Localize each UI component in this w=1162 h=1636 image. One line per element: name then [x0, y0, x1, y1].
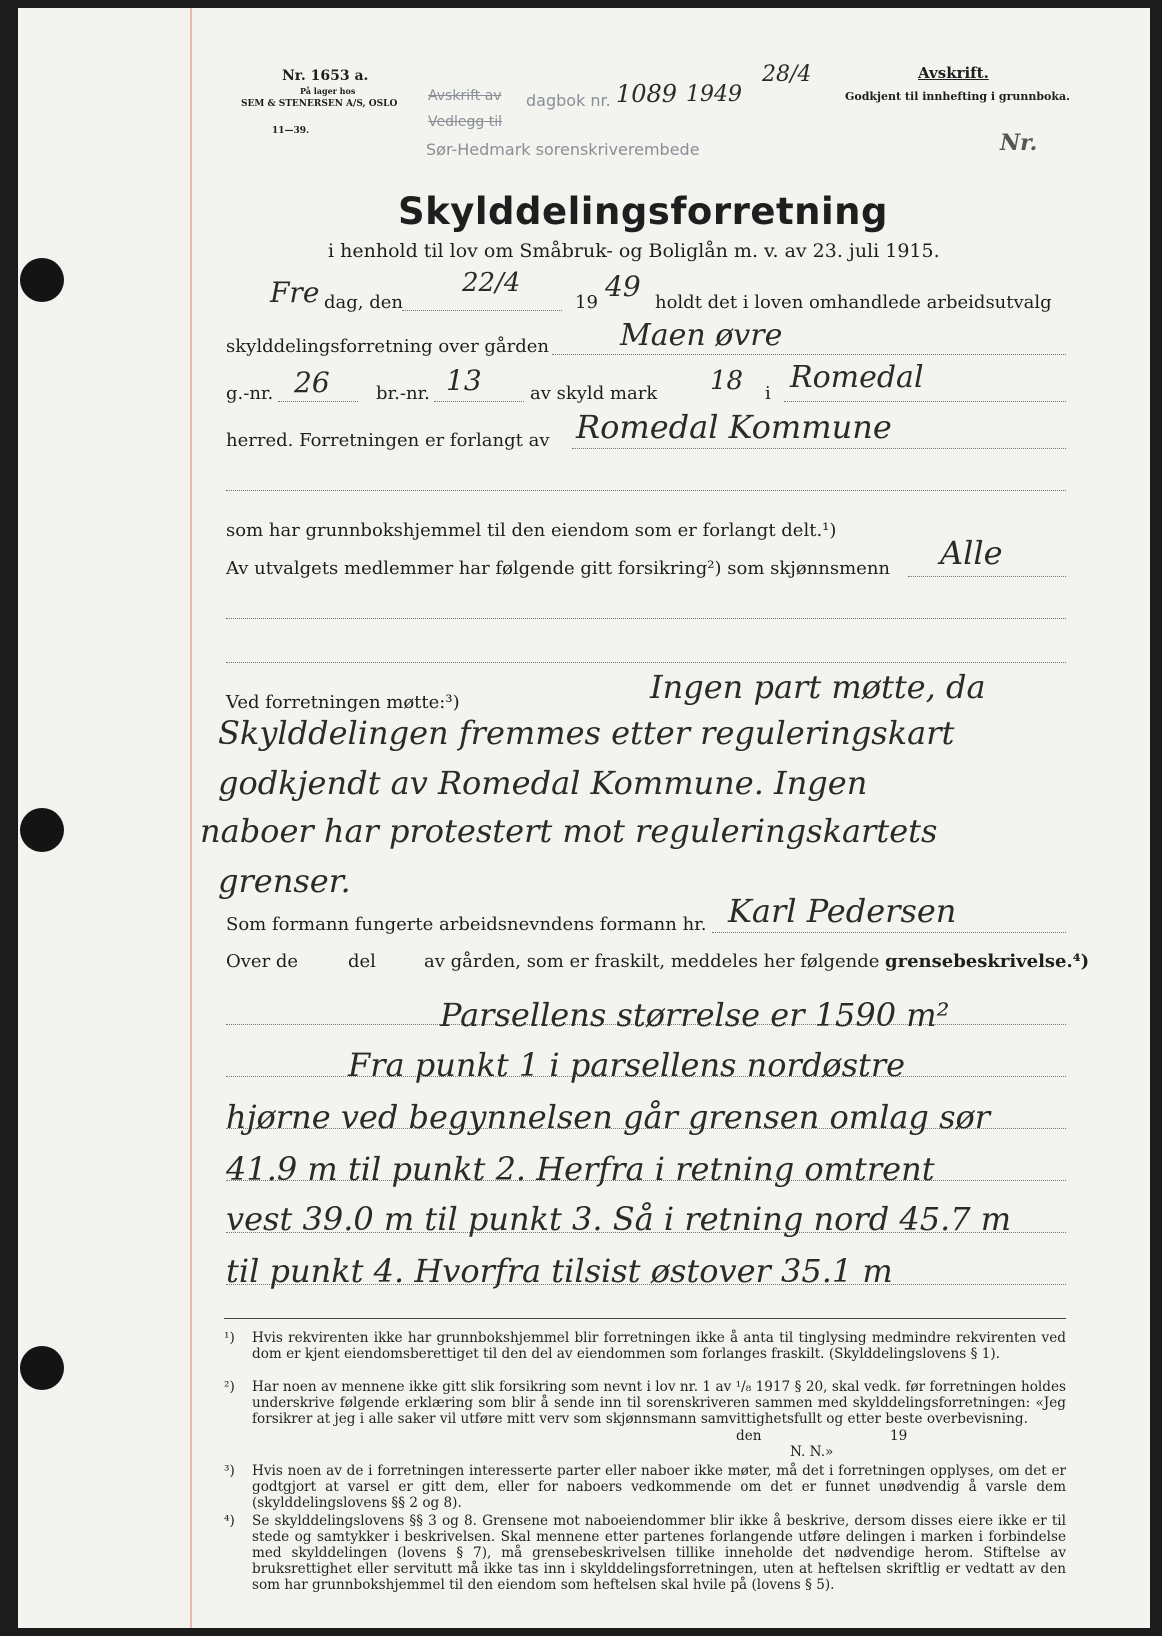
stamp-struck-line: Vedlegg til — [428, 114, 502, 130]
handwritten-dagbok-number: 1089 — [616, 80, 678, 108]
handwritten-boundary-line: 41.9 m til punkt 2. Herfra i retning omtrent — [226, 1150, 935, 1188]
field-label: Som formann fungerte arbeidsnevndens formann hr. — [226, 914, 707, 935]
footnote-19: 19 — [890, 1428, 908, 1444]
print-date: 11—39. — [272, 126, 310, 136]
footnote-text: Hvis noen av de i forretningen interesserte parter eller naboer ikke møter, må det i forretningen opplyses, om det er godtgjort at varsel er gitt dem, eller for naboers vedkommende om det er funnet unødvendig å varsle dem (skylddelingslovens §§ 2 og 8). — [252, 1463, 1066, 1511]
footnote — [224, 1330, 1066, 1364]
handwritten-gnr: 26 — [294, 366, 330, 399]
field-label: g.-nr. — [226, 383, 274, 404]
handwritten-paragraph-line: grenser. — [218, 862, 351, 900]
handwritten-members: Alle — [940, 534, 1003, 572]
handwritten-boundary-line: hjørne ved begynnelsen går grensen omlag sør — [226, 1098, 991, 1136]
handwritten-boundary-line: Fra punkt 1 i parsellens nordøstre — [348, 1046, 906, 1084]
handwritten-paragraph-line: Skylddelingen fremmes etter reguleringskart — [218, 714, 955, 752]
footnote-number: ¹) — [224, 1330, 235, 1346]
field-label: Ved forretningen møtte:³) — [226, 692, 460, 713]
avskrift-note: Godkjent til innhefting i grunnboka. — [845, 90, 1070, 103]
handwritten-boundary-line: til punkt 4. Hvorfra tilsist østover 35.1 m — [226, 1252, 893, 1290]
punch-hole — [20, 1346, 64, 1390]
footnote — [224, 1379, 1066, 1445]
punch-hole — [20, 258, 64, 302]
field-label-bold: grensebeskrivelse.⁴) — [885, 951, 1090, 972]
footnote — [224, 1513, 1066, 1611]
handwritten-skyld: 18 — [710, 366, 744, 396]
punch-hole — [20, 808, 64, 852]
stamp-office: Sør-Hedmark sorenskriverembede — [426, 140, 700, 159]
handwritten-herred: Romedal — [790, 360, 924, 395]
handwritten-year: 49 — [605, 270, 641, 303]
field-label: Av utvalgets medlemmer har følgende gitt forsikring²) som skjønnsmenn — [226, 558, 891, 579]
field-label: av skyld mark — [530, 383, 658, 404]
field-label: i — [765, 383, 771, 404]
footnote-text: Har noen av mennene ikke gitt slik forsikring som nevnt i lov nr. 1 av ¹/₈ 1917 § 20, skal vedk. før forretningen holdes underskrive følgende erklæring som blir å sende inn til sorenskriveren sammen med skylddelingsforretningen: «Jeg forsikrer at jeg i alle saker vil utføre mitt verv som skjønnsmann samvittighetsfullt og etter beste overbevisning. — [252, 1379, 1066, 1427]
footnote-nn: N. N.» — [790, 1444, 834, 1460]
stamp-struck-line: Avskrift av — [428, 88, 502, 104]
avskrift-title: Avskrift. — [918, 64, 989, 82]
field-label: holdt det i loven omhandlede arbeidsutvalg — [655, 292, 1052, 313]
footnote-text: Hvis rekvirenten ikke har grunnbokshjemmel blir forretningen ikke å anta til tinglysing medmindre rekvirenten ved dom er kjent eiendomsberettiget til den del av eiendommen som forlanges fraskilt. (Skylddelingslovens § 1). — [252, 1330, 1066, 1362]
handwritten-initials: Nr. — [1000, 130, 1038, 156]
document-title: Skylddelingsforretning — [398, 190, 888, 233]
document-subtitle: i henhold til lov om Småbruk- og Boliglån m. v. av 23. juli 1915. — [328, 240, 940, 262]
field-label: dag, den — [324, 292, 403, 313]
footnote-text: Se skylddelingslovens §§ 3 og 8. Grensene mot naboeiendommer blir ikke å beskrive, dersom disses eiere ikke er til stede og samtykker i beskrivelsen. Skal mennene etter partenes forlangende utføre delingen i marken i forbindelse med skylddelingen (lovens § 7), må grensebeskrivelsen tillike inneholde det nødvendige herom. Stiftelse av bruksrettighet eller servitutt må ikke tas inn i skylddelingsforretningen, uten at heftelsen skriftlig er vedtatt av den som har grunnbokshjemmel til den eiendom som heftelsen skal hvile på (lovens § 5). — [252, 1513, 1066, 1593]
publisher: SEM & STENERSEN A/S, OSLO — [241, 99, 398, 109]
handwritten-boundary-line: Parsellens størrelse er 1590 m² — [440, 996, 950, 1034]
field-label: 19 — [575, 292, 598, 313]
handwritten-weekday: Fre — [270, 276, 320, 309]
publisher-note: På lager hos — [300, 86, 356, 96]
footnote-number: ³) — [224, 1463, 235, 1479]
footnote-den: den — [736, 1428, 762, 1444]
handwritten-paragraph-line: godkjendt av Romedal Kommune. Ingen — [218, 764, 868, 802]
handwritten-brnr: 13 — [446, 364, 482, 397]
footnote-number: ⁴) — [224, 1513, 235, 1529]
handwritten-year: 1949 — [686, 82, 742, 107]
field-label: del — [348, 951, 376, 972]
footnote-divider — [224, 1318, 1066, 1319]
footnote-number: ²) — [224, 1379, 235, 1395]
field-label: av gården, som er fraskilt, meddeles her følgende — [424, 951, 880, 972]
handwritten-date: 22/4 — [462, 268, 521, 298]
handwritten-boundary-line: vest 39.0 m til punkt 3. Så i retning nord 45.7 m — [226, 1200, 1012, 1238]
field-label: br.-nr. — [376, 383, 430, 404]
field-label: som har grunnbokshjemmel til den eiendom som er forlangt delt.¹) — [226, 520, 837, 541]
field-label: skylddelingsforretning over gården — [226, 336, 550, 357]
stamp-dagbok-label: dagbok nr. — [526, 91, 611, 110]
handwritten-farm-name: Maen øvre — [620, 318, 783, 353]
form-number: Nr. 1653 a. — [282, 68, 369, 84]
handwritten-attendance: Ingen part møtte, da — [650, 668, 986, 706]
handwritten-chairman: Karl Pedersen — [728, 892, 957, 930]
handwritten-date: 28/4 — [762, 62, 812, 87]
footnote — [224, 1463, 1066, 1513]
field-label: Over de — [226, 951, 299, 972]
margin-line — [190, 8, 192, 1628]
handwritten-paragraph-line: naboer har protestert mot reguleringskartets — [200, 812, 938, 850]
field-label: herred. Forretningen er forlangt av — [226, 430, 550, 451]
handwritten-requester: Romedal Kommune — [576, 408, 892, 446]
